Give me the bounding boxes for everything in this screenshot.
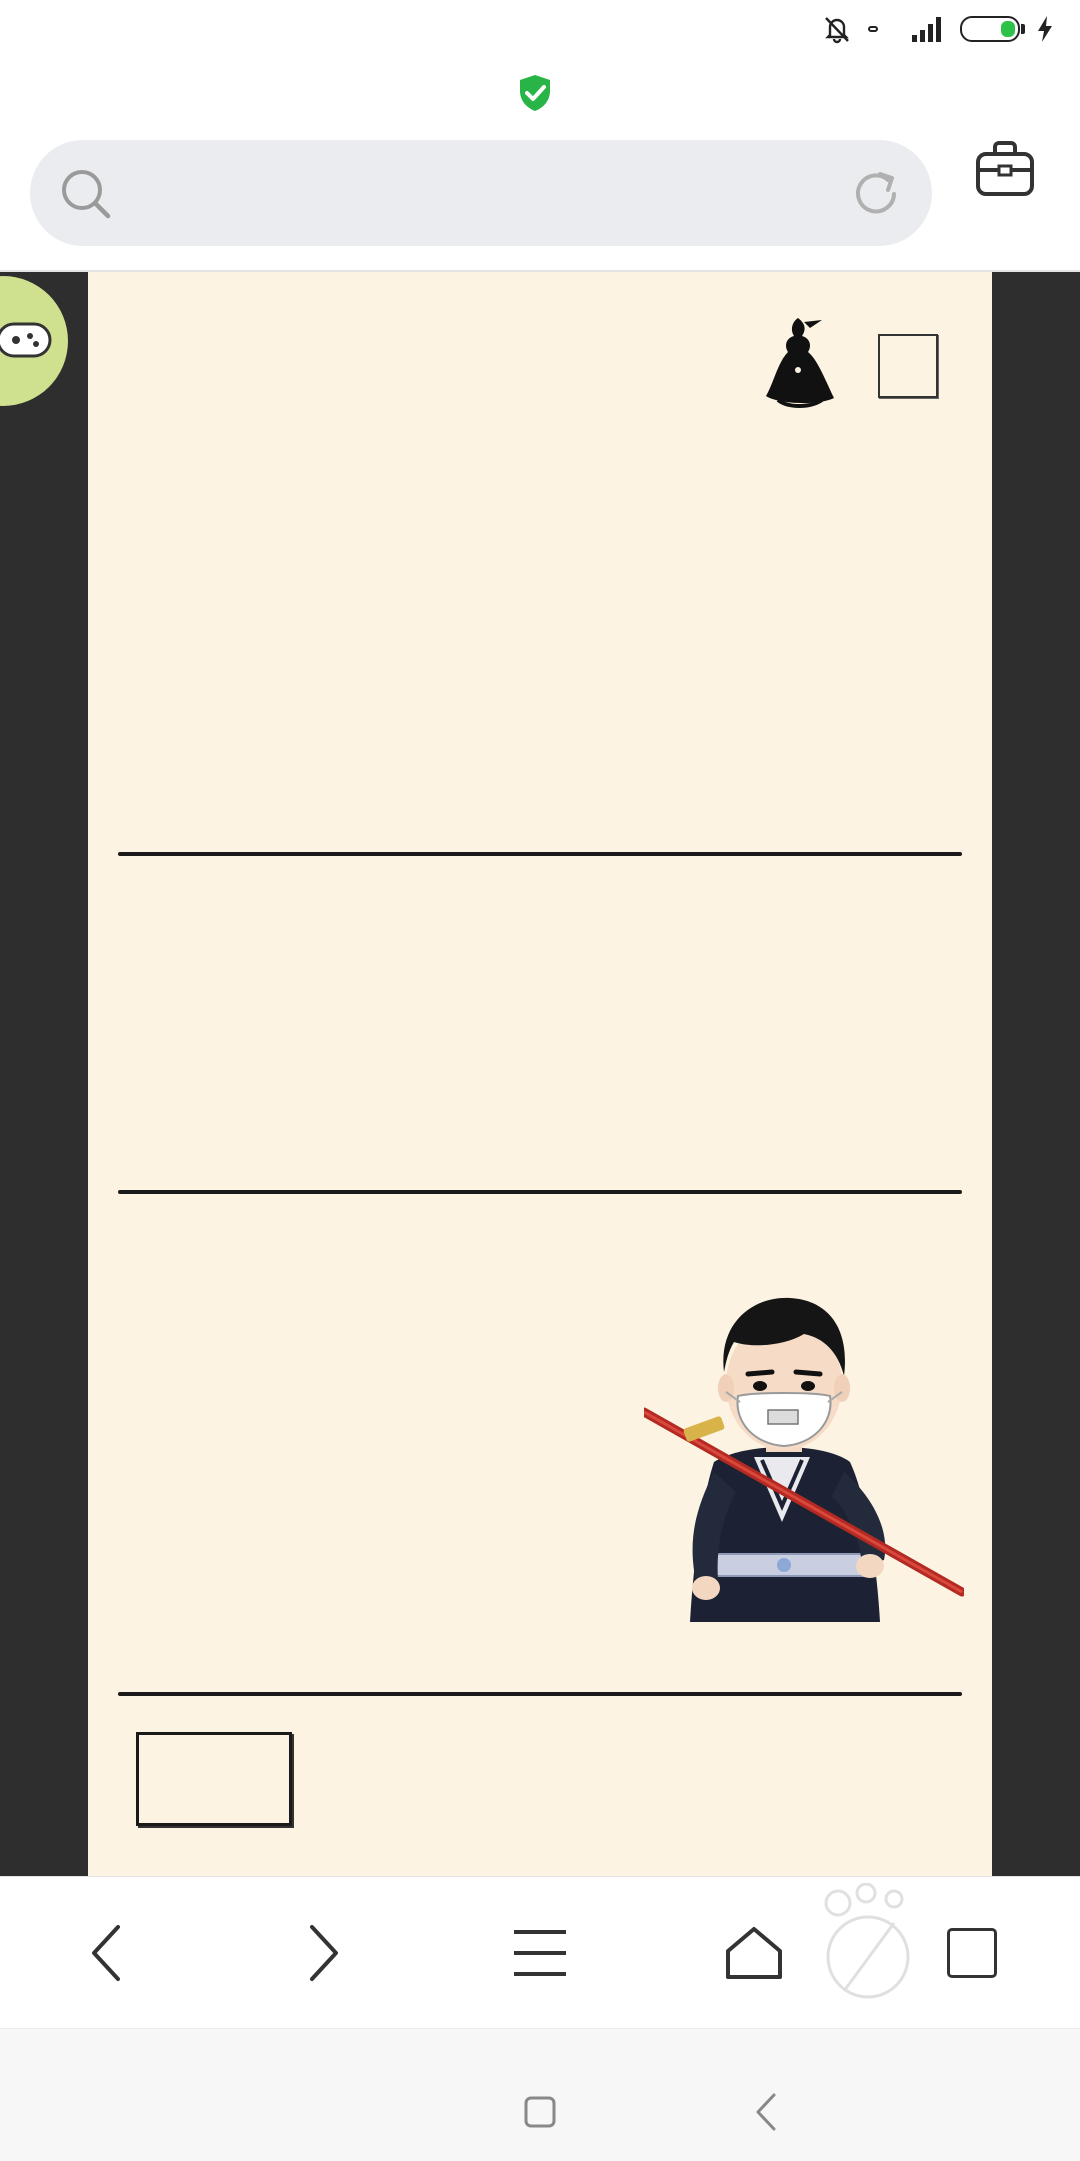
profile-panel <box>88 272 992 1878</box>
chevron-right-icon <box>304 1923 344 1983</box>
address-bar[interactable] <box>30 140 932 246</box>
divider-1 <box>118 852 962 856</box>
status-icons <box>806 14 1054 44</box>
mascot-watermark-icon <box>818 1883 918 2003</box>
tab-count <box>947 1928 997 1978</box>
system-nav-bar <box>0 2028 1080 2161</box>
signal-icon <box>910 15 944 43</box>
charging-icon <box>1036 15 1054 43</box>
character-description <box>126 1240 626 1252</box>
help-button[interactable] <box>878 334 938 398</box>
address-input[interactable] <box>126 162 830 224</box>
site-title <box>0 74 1080 113</box>
toolbox-button[interactable] <box>950 140 1060 250</box>
system-back-icon[interactable] <box>752 2091 780 2133</box>
toolbox-icon <box>975 140 1035 198</box>
web-viewport[interactable] <box>0 270 1080 1878</box>
skills-button[interactable] <box>534 1732 690 1826</box>
search-icon <box>58 166 112 220</box>
menu-icon <box>512 1928 568 1978</box>
home-button[interactable] <box>714 1913 794 1993</box>
profile-actions <box>88 1732 992 1842</box>
browser-bottom-nav <box>0 1876 1080 2029</box>
forward-nav-button[interactable] <box>284 1913 364 1993</box>
chevron-left-icon <box>86 1923 126 1983</box>
tabs-button[interactable] <box>932 1913 1012 1993</box>
items-button[interactable] <box>314 1732 470 1826</box>
back-button[interactable] <box>754 1732 910 1826</box>
shield-check-icon <box>518 74 552 112</box>
recents-square-icon[interactable] <box>523 2095 557 2129</box>
gamepad-icon <box>0 318 56 362</box>
home-icon <box>724 1925 784 1981</box>
view-button[interactable] <box>136 1732 292 1826</box>
divider-2 <box>118 1190 962 1194</box>
mute-bell-icon <box>822 14 852 44</box>
menu-button[interactable] <box>500 1913 580 1993</box>
reload-icon[interactable] <box>850 168 902 220</box>
back-nav-button[interactable] <box>66 1913 146 1993</box>
meditating-figure-icon <box>748 312 848 422</box>
divider-3 <box>118 1692 962 1696</box>
status-bar <box>0 0 1080 66</box>
battery-icon <box>960 16 1020 42</box>
floating-game-button[interactable] <box>0 276 68 406</box>
hd-badge <box>868 26 878 32</box>
character-portrait <box>644 1292 964 1642</box>
